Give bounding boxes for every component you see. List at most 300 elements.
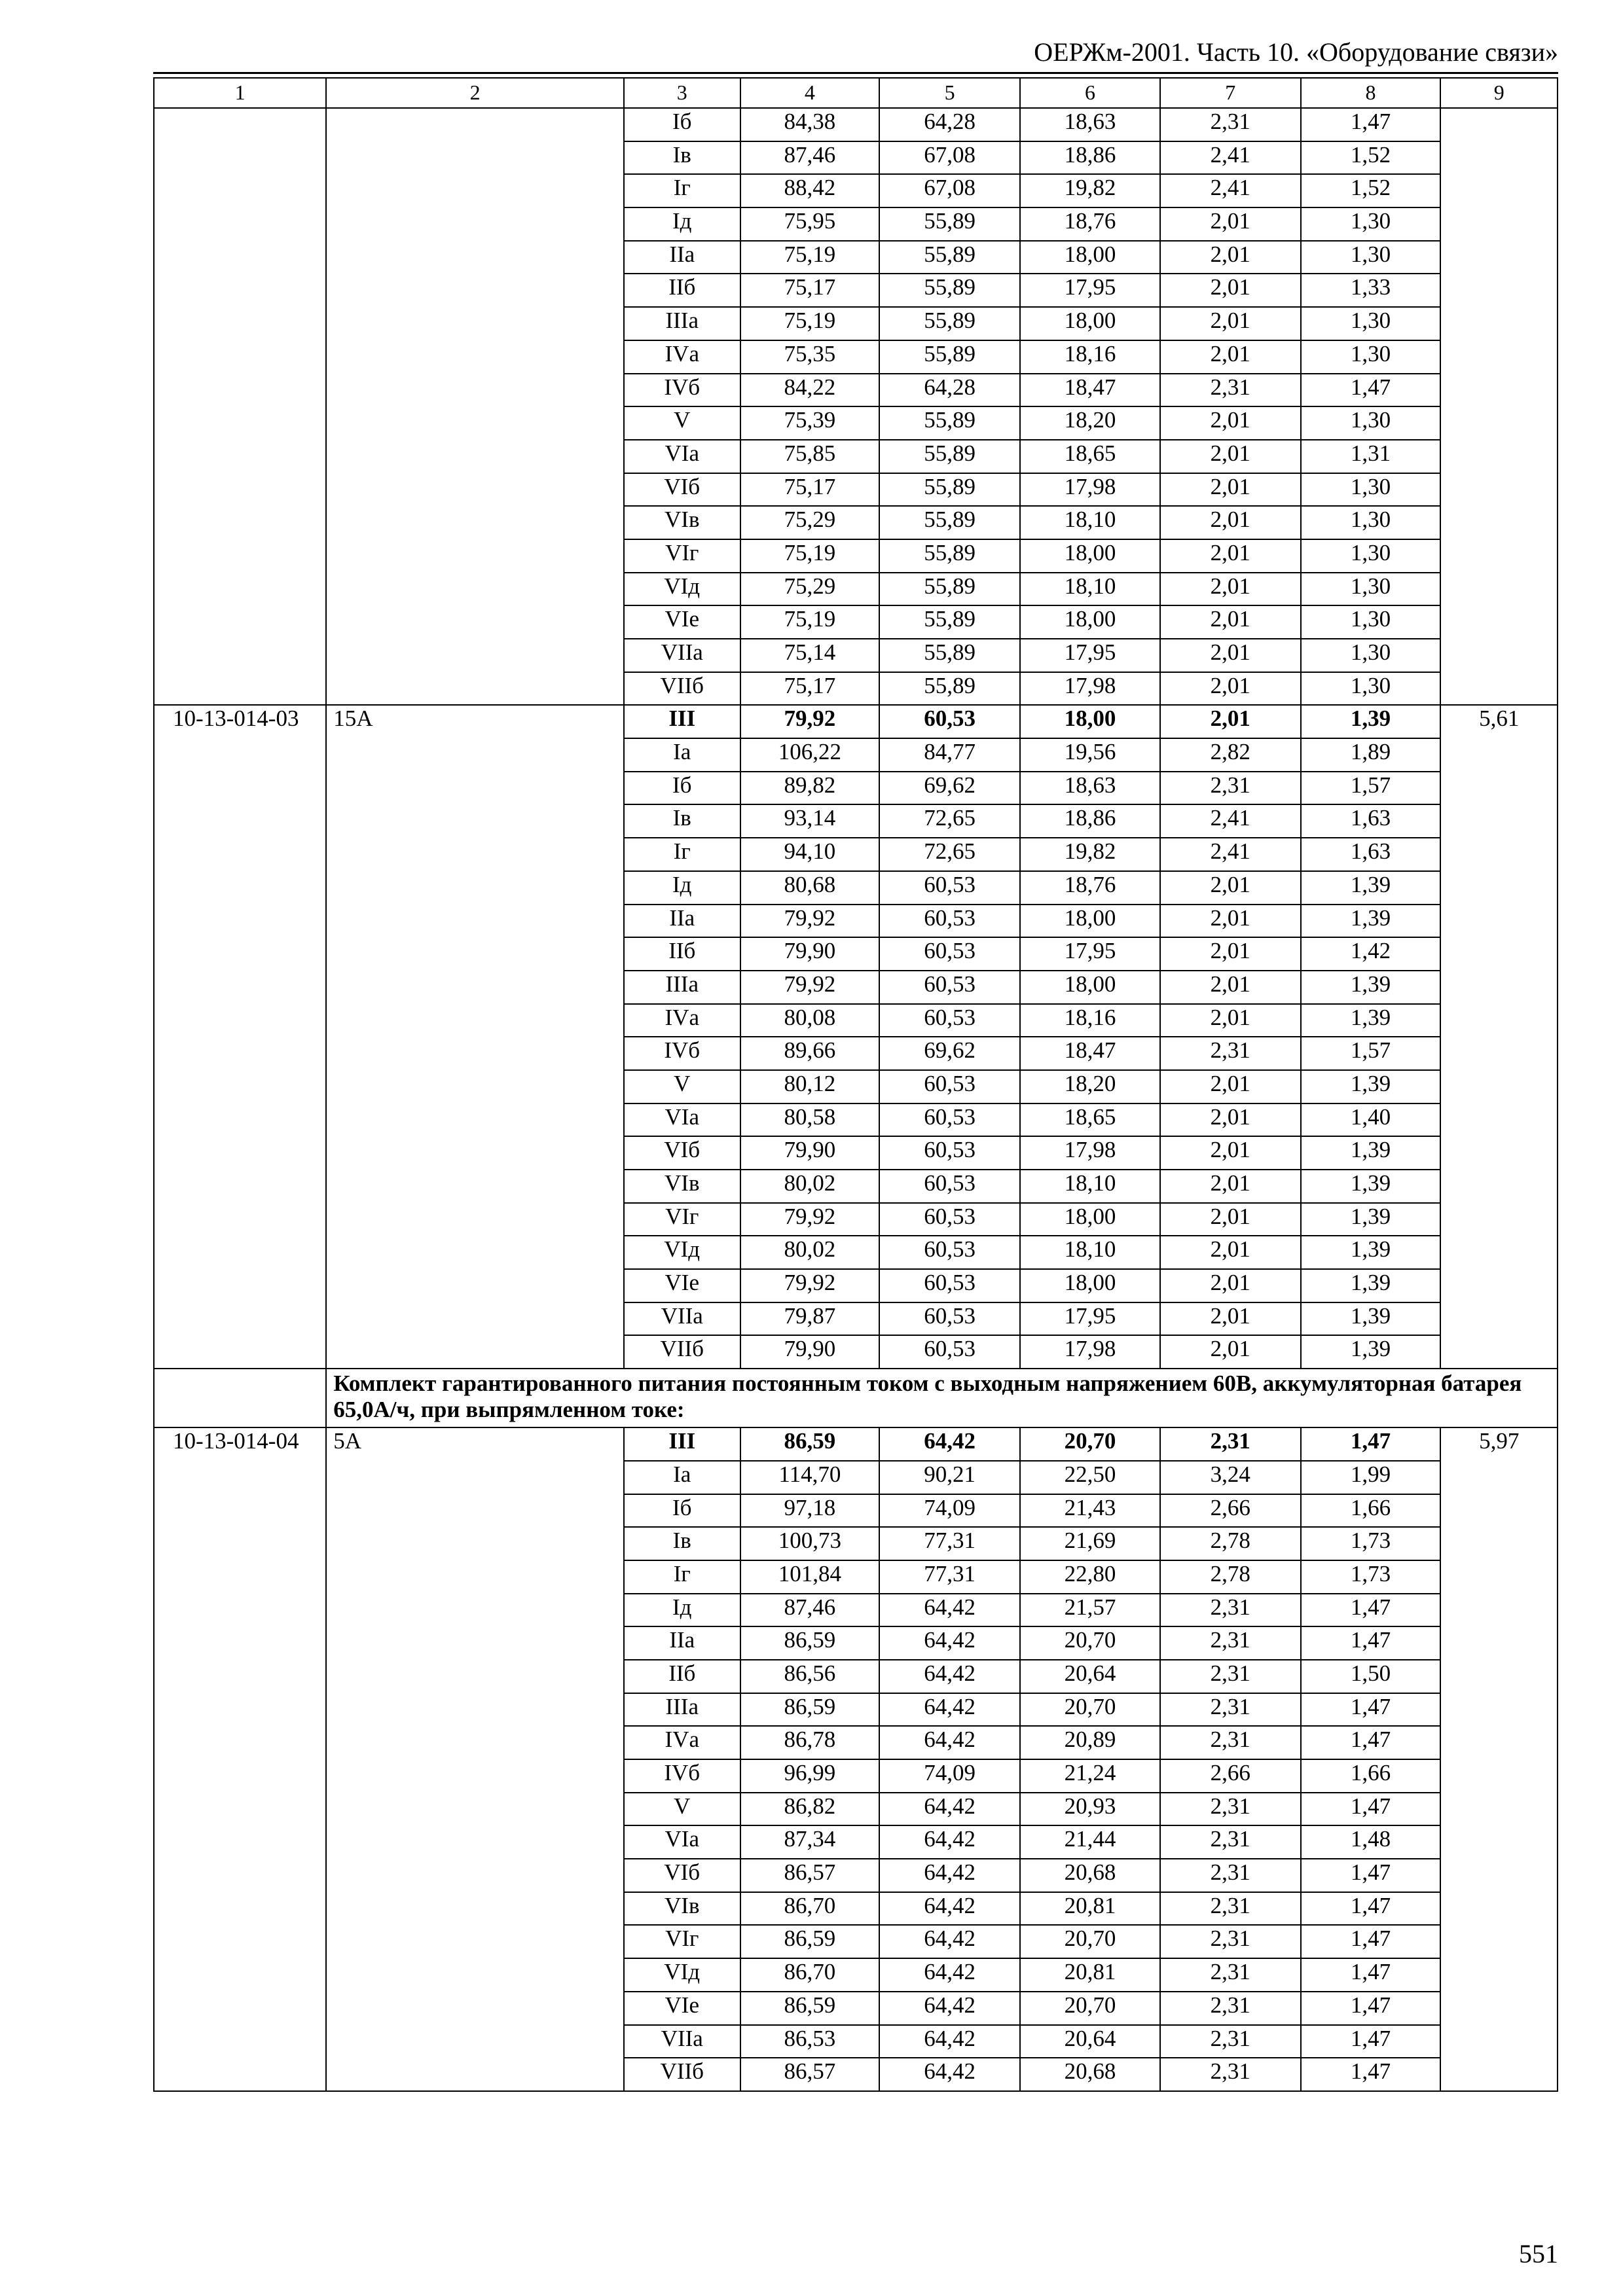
value-cell: 86,70 (740, 1892, 880, 1926)
value-cell: 86,59 (740, 1427, 880, 1461)
zone-cell: III (624, 705, 740, 738)
value-cell: 18,10 (1020, 1236, 1160, 1269)
value-cell: 18,00 (1020, 705, 1160, 738)
zone-cell: IVб (624, 1759, 740, 1793)
value-cell: 64,42 (879, 1693, 1020, 1727)
rates-table (153, 77, 1558, 2092)
zone-cell: Iа (624, 738, 740, 772)
value-cell: 1,66 (1301, 1494, 1441, 1528)
value-cell: 18,47 (1020, 374, 1160, 407)
value-cell: 75,39 (740, 406, 880, 440)
value-cell: 18,16 (1020, 340, 1160, 374)
value-cell: 75,19 (740, 241, 880, 274)
value-cell: 1,39 (1301, 871, 1441, 905)
value-cell: 17,98 (1020, 1335, 1160, 1369)
value-cell: 1,42 (1301, 937, 1441, 971)
value-cell: 75,19 (740, 307, 880, 340)
value-cell: 2,01 (1160, 639, 1301, 672)
value-cell: 20,89 (1020, 1726, 1160, 1759)
zone-cell: VIб (624, 1859, 740, 1892)
value-cell: 18,16 (1020, 1004, 1160, 1037)
value-cell: 2,01 (1160, 672, 1301, 706)
value-cell: 17,95 (1020, 937, 1160, 971)
value-cell: 18,65 (1020, 1103, 1160, 1137)
value-cell: 60,53 (879, 1103, 1020, 1137)
value-cell: 18,00 (1020, 241, 1160, 274)
value-cell: 2,01 (1160, 274, 1301, 307)
value-cell: 80,12 (740, 1070, 880, 1103)
value-cell: 106,22 (740, 738, 880, 772)
zone-cell: VIг (624, 1925, 740, 1958)
rate-code: 10-13-014-04 (154, 1427, 326, 2091)
value-cell: 64,42 (879, 1859, 1020, 1892)
page-header: ОЕРЖм-2001. Часть 10. «Оборудование связи» (1034, 37, 1558, 67)
value-cell: 86,59 (740, 1992, 880, 2025)
zone-cell: IVб (624, 374, 740, 407)
column-number: 3 (624, 78, 740, 108)
value-cell: 20,70 (1020, 1626, 1160, 1660)
value-cell: 18,10 (1020, 573, 1160, 606)
value-cell: 55,89 (879, 340, 1020, 374)
value-cell: 1,39 (1301, 1170, 1441, 1203)
value-cell: 21,69 (1020, 1527, 1160, 1560)
value-cell: 2,82 (1160, 738, 1301, 772)
value-cell: 2,31 (1160, 1825, 1301, 1859)
zone-cell: IIб (624, 274, 740, 307)
value-cell: 2,78 (1160, 1527, 1301, 1560)
zone-cell: VIг (624, 539, 740, 573)
value-cell: 2,01 (1160, 1070, 1301, 1103)
value-cell: 2,31 (1160, 1693, 1301, 1727)
value-cell: 100,73 (740, 1527, 880, 1560)
value-cell: 18,76 (1020, 207, 1160, 241)
value-cell: 2,78 (1160, 1560, 1301, 1594)
value-cell: 86,53 (740, 2025, 880, 2058)
value-cell: 1,30 (1301, 539, 1441, 573)
value-cell: 1,47 (1301, 374, 1441, 407)
value-cell: 75,17 (740, 473, 880, 507)
value-cell: 60,53 (879, 1070, 1020, 1103)
zone-cell: Iв (624, 804, 740, 838)
value-cell: 80,02 (740, 1170, 880, 1203)
value-cell: 19,82 (1020, 838, 1160, 871)
value-cell: 79,92 (740, 905, 880, 938)
value-cell: 79,90 (740, 1136, 880, 1170)
value-cell: 1,39 (1301, 1269, 1441, 1302)
value-cell: 86,59 (740, 1626, 880, 1660)
value-cell: 20,70 (1020, 1992, 1160, 2025)
value-cell: 1,39 (1301, 1335, 1441, 1369)
value-cell: 1,30 (1301, 406, 1441, 440)
value-cell: 64,42 (879, 1793, 1020, 1826)
value-cell: 20,64 (1020, 1660, 1160, 1693)
zone-cell: VIе (624, 605, 740, 639)
value-cell: 21,24 (1020, 1759, 1160, 1793)
value-cell: 1,39 (1301, 1302, 1441, 1336)
value-cell: 75,17 (740, 274, 880, 307)
value-cell: 60,53 (879, 1236, 1020, 1269)
value-cell: 1,73 (1301, 1560, 1441, 1594)
value-cell: 79,92 (740, 971, 880, 1004)
value-cell: 1,52 (1301, 141, 1441, 175)
value-cell: 55,89 (879, 573, 1020, 606)
value-cell: 69,62 (879, 772, 1020, 805)
value-cell: 60,53 (879, 871, 1020, 905)
value-cell: 80,08 (740, 1004, 880, 1037)
value-cell: 96,99 (740, 1759, 880, 1793)
value-cell: 21,57 (1020, 1594, 1160, 1627)
value-cell: 1,47 (1301, 1958, 1441, 1992)
value-cell: 1,30 (1301, 307, 1441, 340)
value-cell: 1,39 (1301, 1070, 1441, 1103)
table-row (154, 108, 1558, 141)
value-cell: 55,89 (879, 473, 1020, 507)
zone-cell: VIIа (624, 2025, 740, 2058)
column-number: 8 (1301, 78, 1441, 108)
zone-cell: VIб (624, 473, 740, 507)
value-cell: 2,01 (1160, 937, 1301, 971)
value-cell: 2,01 (1160, 406, 1301, 440)
value-cell: 79,92 (740, 705, 880, 738)
value-cell: 2,01 (1160, 241, 1301, 274)
value-cell: 17,95 (1020, 274, 1160, 307)
value-cell: 18,63 (1020, 108, 1160, 141)
value-cell: 1,30 (1301, 672, 1441, 706)
value-cell: 86,82 (740, 1793, 880, 1826)
value-cell: 84,22 (740, 374, 880, 407)
value-cell: 80,58 (740, 1103, 880, 1137)
value-cell: 2,01 (1160, 971, 1301, 1004)
value-cell: 64,42 (879, 1726, 1020, 1759)
value-cell: 18,10 (1020, 1170, 1160, 1203)
value-cell: 64,42 (879, 1925, 1020, 1958)
rate-name: 5А (326, 1427, 624, 2091)
value-cell: 86,70 (740, 1958, 880, 1992)
value-cell: 1,47 (1301, 1859, 1441, 1892)
rate-name (326, 108, 624, 705)
zone-cell: IIа (624, 241, 740, 274)
value-cell: 20,81 (1020, 1958, 1160, 1992)
zone-cell: VIд (624, 573, 740, 606)
zone-cell: VIв (624, 1170, 740, 1203)
value-cell: 1,30 (1301, 473, 1441, 507)
value-cell: 2,01 (1160, 573, 1301, 606)
zone-cell: VIа (624, 1103, 740, 1137)
value-cell: 2,41 (1160, 804, 1301, 838)
zone-cell: VIб (624, 1136, 740, 1170)
zone-cell: Iг (624, 174, 740, 207)
zone-cell: VIг (624, 1203, 740, 1236)
value-cell: 18,00 (1020, 539, 1160, 573)
total-cell: 5,61 (1440, 705, 1558, 1369)
value-cell: 2,41 (1160, 174, 1301, 207)
zone-cell: VIIб (624, 1335, 740, 1369)
value-cell: 2,31 (1160, 1859, 1301, 1892)
value-cell: 55,89 (879, 207, 1020, 241)
value-cell: 20,93 (1020, 1793, 1160, 1826)
value-cell: 18,76 (1020, 871, 1160, 905)
value-cell: 64,28 (879, 374, 1020, 407)
value-cell: 87,46 (740, 1594, 880, 1627)
value-cell: 1,57 (1301, 1037, 1441, 1070)
value-cell: 55,89 (879, 274, 1020, 307)
value-cell: 74,09 (879, 1759, 1020, 1793)
value-cell: 55,89 (879, 539, 1020, 573)
zone-cell: VIIб (624, 2058, 740, 2091)
value-cell: 18,63 (1020, 772, 1160, 805)
value-cell: 77,31 (879, 1527, 1020, 1560)
value-cell: 17,95 (1020, 639, 1160, 672)
value-cell: 20,81 (1020, 1892, 1160, 1926)
value-cell: 64,42 (879, 1892, 1020, 1926)
total-cell: 5,97 (1440, 1427, 1558, 2091)
value-cell: 1,40 (1301, 1103, 1441, 1137)
zone-cell: IIIа (624, 971, 740, 1004)
section-code-cell (154, 1369, 326, 1427)
value-cell: 89,82 (740, 772, 880, 805)
value-cell: 90,21 (879, 1461, 1020, 1494)
zone-cell: Iв (624, 141, 740, 175)
value-cell: 1,47 (1301, 1793, 1441, 1826)
header-rule (153, 72, 1558, 74)
zone-cell: IIIа (624, 307, 740, 340)
value-cell: 2,01 (1160, 340, 1301, 374)
value-cell: 2,01 (1160, 1203, 1301, 1236)
value-cell: 2,31 (1160, 1892, 1301, 1926)
total-cell (1440, 108, 1558, 705)
value-cell: 2,31 (1160, 1626, 1301, 1660)
zone-cell: IIIа (624, 1693, 740, 1727)
value-cell: 20,70 (1020, 1427, 1160, 1461)
zone-cell: VIе (624, 1269, 740, 1302)
zone-cell: Iб (624, 1494, 740, 1528)
value-cell: 22,50 (1020, 1461, 1160, 1494)
value-cell: 55,89 (879, 639, 1020, 672)
zone-cell: VIIа (624, 639, 740, 672)
value-cell: 21,44 (1020, 1825, 1160, 1859)
value-cell: 1,66 (1301, 1759, 1441, 1793)
value-cell: 97,18 (740, 1494, 880, 1528)
value-cell: 60,53 (879, 971, 1020, 1004)
value-cell: 77,31 (879, 1560, 1020, 1594)
value-cell: 21,43 (1020, 1494, 1160, 1528)
value-cell: 1,30 (1301, 573, 1441, 606)
value-cell: 88,42 (740, 174, 880, 207)
value-cell: 75,14 (740, 639, 880, 672)
value-cell: 18,00 (1020, 905, 1160, 938)
value-cell: 75,35 (740, 340, 880, 374)
value-cell: 55,89 (879, 506, 1020, 539)
value-cell: 2,31 (1160, 1594, 1301, 1627)
value-cell: 1,30 (1301, 506, 1441, 539)
value-cell: 75,19 (740, 605, 880, 639)
value-cell: 18,20 (1020, 1070, 1160, 1103)
zone-cell: VIв (624, 1892, 740, 1926)
value-cell: 1,48 (1301, 1825, 1441, 1859)
zone-cell: VIе (624, 1992, 740, 2025)
value-cell: 18,00 (1020, 307, 1160, 340)
value-cell: 2,01 (1160, 1335, 1301, 1369)
value-cell: 18,00 (1020, 605, 1160, 639)
value-cell: 20,68 (1020, 2058, 1160, 2091)
value-cell: 2,31 (1160, 1726, 1301, 1759)
value-cell: 2,01 (1160, 473, 1301, 507)
value-cell: 60,53 (879, 1203, 1020, 1236)
zone-cell: VIIа (624, 1302, 740, 1336)
value-cell: 1,30 (1301, 605, 1441, 639)
value-cell: 1,73 (1301, 1527, 1441, 1560)
value-cell: 55,89 (879, 605, 1020, 639)
zone-cell: Iб (624, 108, 740, 141)
zone-cell: VIд (624, 1236, 740, 1269)
value-cell: 2,01 (1160, 1103, 1301, 1137)
zone-cell: IVа (624, 1004, 740, 1037)
value-cell: 60,53 (879, 705, 1020, 738)
value-cell: 1,39 (1301, 1236, 1441, 1269)
value-cell: 1,47 (1301, 1594, 1441, 1627)
zone-cell: IIа (624, 905, 740, 938)
value-cell: 2,31 (1160, 1925, 1301, 1958)
zone-cell: VIв (624, 506, 740, 539)
value-cell: 79,92 (740, 1269, 880, 1302)
column-number: 1 (154, 78, 326, 108)
value-cell: 2,01 (1160, 1236, 1301, 1269)
zone-cell: VIа (624, 440, 740, 473)
value-cell: 69,62 (879, 1037, 1020, 1070)
value-cell: 1,33 (1301, 274, 1441, 307)
value-cell: 1,99 (1301, 1461, 1441, 1494)
value-cell: 2,31 (1160, 374, 1301, 407)
zone-cell: Iд (624, 871, 740, 905)
value-cell: 64,42 (879, 2025, 1020, 2058)
value-cell: 1,47 (1301, 1925, 1441, 1958)
value-cell: 84,38 (740, 108, 880, 141)
value-cell: 2,01 (1160, 207, 1301, 241)
zone-cell: V (624, 406, 740, 440)
value-cell: 60,53 (879, 1269, 1020, 1302)
value-cell: 1,39 (1301, 905, 1441, 938)
section-title: Комплект гарантированного питания постоянным током с выходным напряжением 60В, аккумуляторная батарея 65,0А/ч, при выпрямленном токе: (326, 1369, 1558, 1427)
value-cell: 20,70 (1020, 1925, 1160, 1958)
value-cell: 2,31 (1160, 1793, 1301, 1826)
value-cell: 64,28 (879, 108, 1020, 141)
value-cell: 80,02 (740, 1236, 880, 1269)
value-cell: 2,41 (1160, 141, 1301, 175)
column-number: 6 (1020, 78, 1160, 108)
value-cell: 79,90 (740, 1335, 880, 1369)
value-cell: 2,41 (1160, 838, 1301, 871)
value-cell: 20,70 (1020, 1693, 1160, 1727)
value-cell: 72,65 (879, 838, 1020, 871)
value-cell: 1,52 (1301, 174, 1441, 207)
value-cell: 2,66 (1160, 1494, 1301, 1528)
value-cell: 2,01 (1160, 1302, 1301, 1336)
value-cell: 18,00 (1020, 1269, 1160, 1302)
value-cell: 2,01 (1160, 905, 1301, 938)
rate-code: 10-13-014-03 (154, 705, 326, 1369)
value-cell: 18,86 (1020, 804, 1160, 838)
value-cell: 18,86 (1020, 141, 1160, 175)
zone-cell: Iд (624, 207, 740, 241)
section-heading-row (154, 1369, 1558, 1427)
value-cell: 2,01 (1160, 705, 1301, 738)
value-cell: 75,85 (740, 440, 880, 473)
value-cell: 2,31 (1160, 772, 1301, 805)
value-cell: 1,47 (1301, 2058, 1441, 2091)
column-number: 9 (1440, 78, 1558, 108)
value-cell: 72,65 (879, 804, 1020, 838)
value-cell: 79,92 (740, 1203, 880, 1236)
value-cell: 64,42 (879, 1427, 1020, 1461)
column-number: 5 (879, 78, 1020, 108)
value-cell: 87,34 (740, 1825, 880, 1859)
rate-name: 15А (326, 705, 624, 1369)
value-cell: 1,47 (1301, 1693, 1441, 1727)
value-cell: 64,42 (879, 1958, 1020, 1992)
value-cell: 114,70 (740, 1461, 880, 1494)
value-cell: 1,47 (1301, 108, 1441, 141)
value-cell: 1,63 (1301, 838, 1441, 871)
zone-cell: VIа (624, 1825, 740, 1859)
value-cell: 75,17 (740, 672, 880, 706)
value-cell: 2,01 (1160, 1136, 1301, 1170)
value-cell: 18,65 (1020, 440, 1160, 473)
value-cell: 20,64 (1020, 2025, 1160, 2058)
value-cell: 1,39 (1301, 1136, 1441, 1170)
value-cell: 1,30 (1301, 207, 1441, 241)
value-cell: 2,01 (1160, 440, 1301, 473)
value-cell: 64,42 (879, 1594, 1020, 1627)
value-cell: 86,56 (740, 1660, 880, 1693)
column-numbers-row (154, 78, 1558, 108)
value-cell: 55,89 (879, 440, 1020, 473)
value-cell: 79,87 (740, 1302, 880, 1336)
value-cell: 1,47 (1301, 1626, 1441, 1660)
value-cell: 17,98 (1020, 672, 1160, 706)
value-cell: 89,66 (740, 1037, 880, 1070)
value-cell: 2,01 (1160, 506, 1301, 539)
value-cell: 20,68 (1020, 1859, 1160, 1892)
zone-cell: Iг (624, 838, 740, 871)
value-cell: 79,90 (740, 937, 880, 971)
zone-cell: Iг (624, 1560, 740, 1594)
value-cell: 55,89 (879, 406, 1020, 440)
value-cell: 1,30 (1301, 241, 1441, 274)
value-cell: 64,42 (879, 1626, 1020, 1660)
value-cell: 1,47 (1301, 2025, 1441, 2058)
zone-cell: IIб (624, 937, 740, 971)
value-cell: 2,01 (1160, 539, 1301, 573)
zone-cell: IIб (624, 1660, 740, 1693)
value-cell: 1,47 (1301, 1427, 1441, 1461)
value-cell: 18,00 (1020, 1203, 1160, 1236)
value-cell: 2,31 (1160, 1992, 1301, 2025)
value-cell: 80,68 (740, 871, 880, 905)
value-cell: 60,53 (879, 1004, 1020, 1037)
value-cell: 2,31 (1160, 2058, 1301, 2091)
value-cell: 2,01 (1160, 605, 1301, 639)
value-cell: 64,42 (879, 1825, 1020, 1859)
table-row (154, 1427, 1558, 1461)
value-cell: 1,30 (1301, 340, 1441, 374)
value-cell: 2,31 (1160, 2025, 1301, 2058)
value-cell: 1,47 (1301, 1892, 1441, 1926)
table-row (154, 705, 1558, 738)
value-cell: 60,53 (879, 1335, 1020, 1369)
zone-cell: III (624, 1427, 740, 1461)
value-cell: 101,84 (740, 1560, 880, 1594)
value-cell: 84,77 (879, 738, 1020, 772)
